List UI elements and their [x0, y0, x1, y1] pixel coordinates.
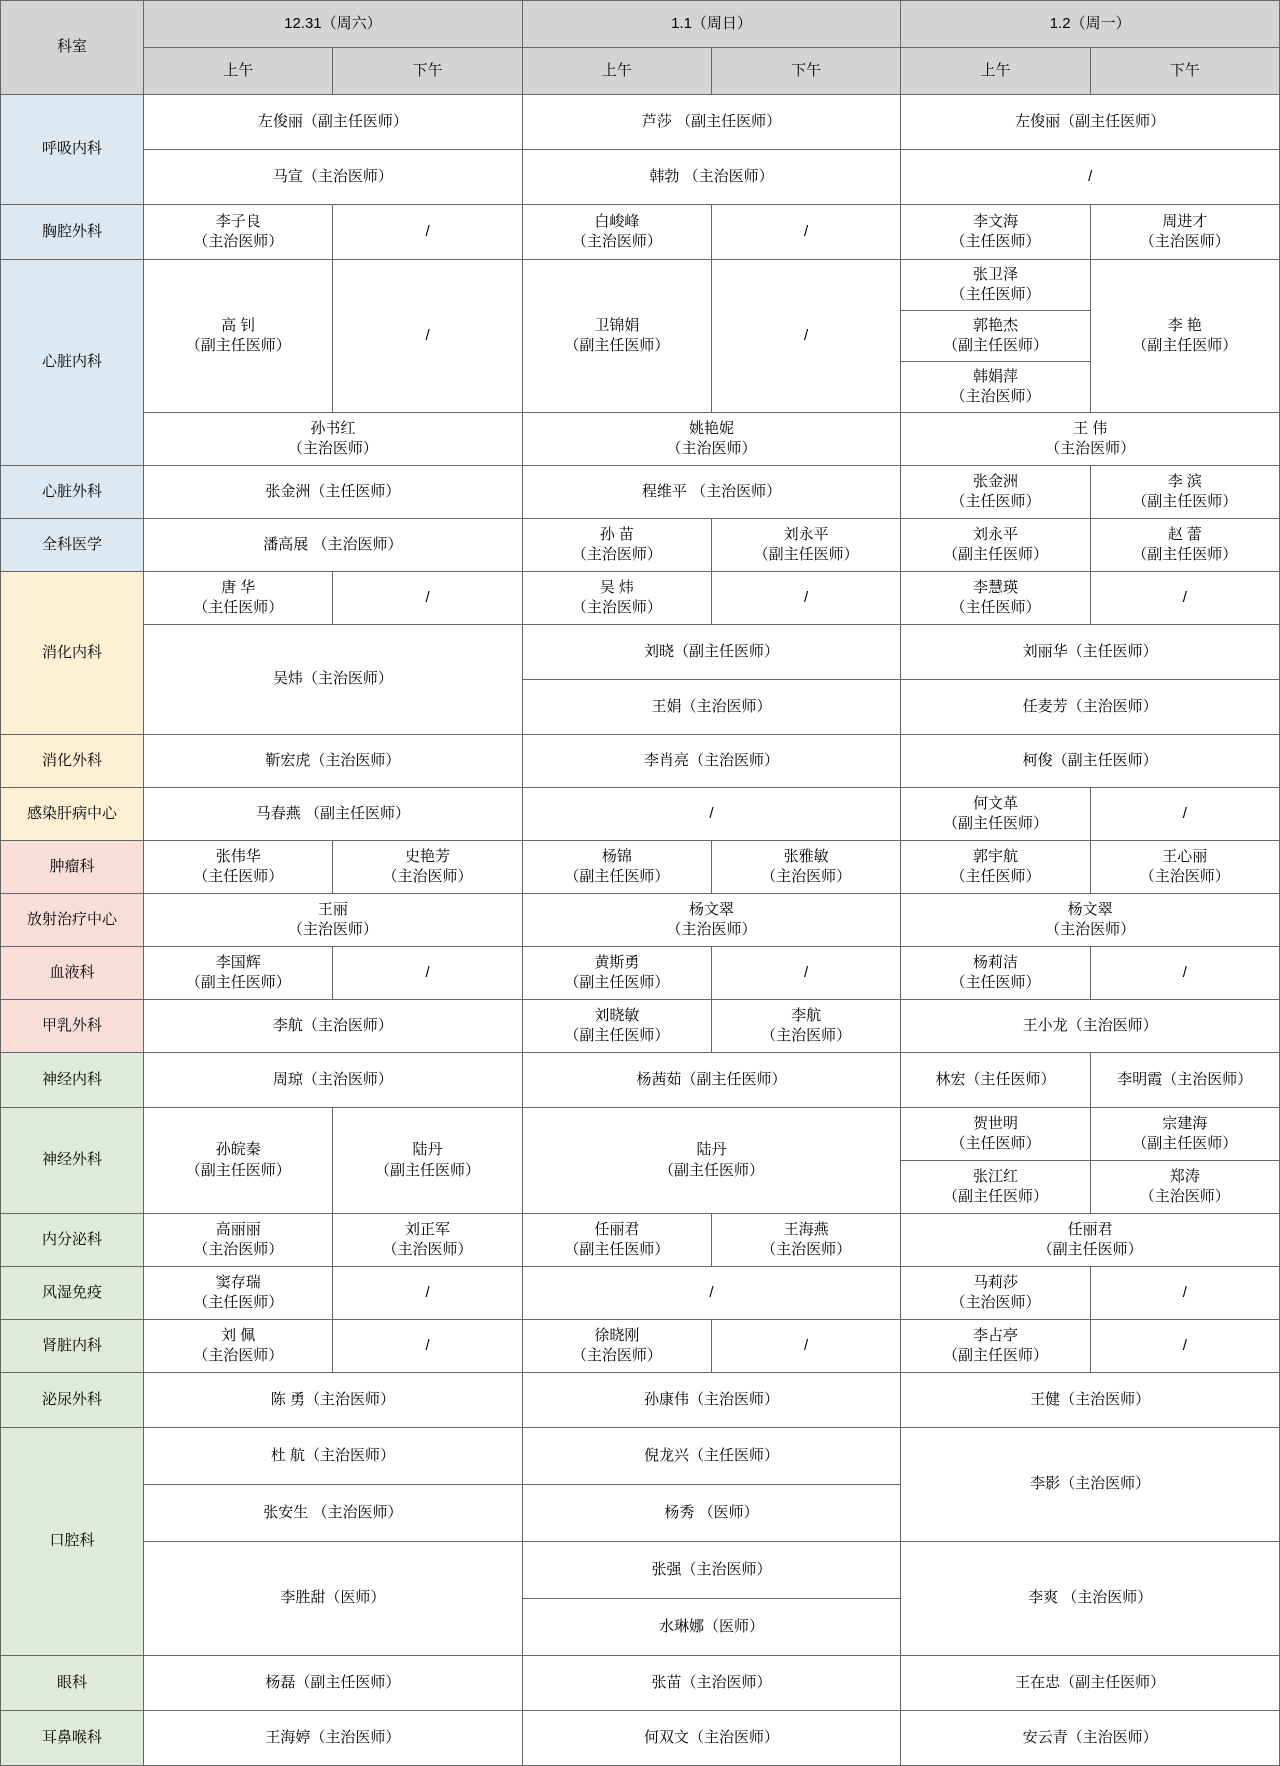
cell-nf-d1-pm: [711, 1214, 900, 1267]
cell-sjw-d0-am: [144, 1108, 333, 1214]
cell-qk-d2-pm: [1090, 519, 1279, 572]
dept-xueyeke: 血液科: [1, 947, 144, 1000]
cell-xz-d1-pm: /: [711, 260, 900, 413]
cell-sjw-d1: [522, 1108, 901, 1214]
cell-xy-d1-pm: /: [711, 947, 900, 1000]
doctor-title: （副主任医师）: [185, 337, 291, 354]
doctor-title: （主任医师）: [950, 974, 1041, 991]
dept-fangshezhiliaozhongxin: 放射治疗中心: [1, 894, 144, 947]
cell-xz-d2-am-2: [901, 311, 1090, 362]
cell-xh2-d1: 刘晓（副主任医师）: [522, 625, 901, 680]
dept-huxineike: 呼吸内科: [1, 95, 144, 205]
cell-kq-d1-3: 张强（主治医师）: [522, 1542, 901, 1599]
cell-jr-d1-am: [522, 1000, 711, 1053]
header-department: 科室: [1, 1, 144, 95]
cell-qk-d1-am: [522, 519, 711, 572]
doctor-name: 白峻峰: [594, 212, 640, 230]
doctor-name: 李子良: [215, 212, 261, 230]
doctor-name: 张江红: [972, 1167, 1018, 1185]
doctor-title: （副主任医师）: [658, 1161, 764, 1179]
doctor-title: （副主任医师）: [564, 1241, 670, 1258]
cell-xz2-d1: [522, 413, 901, 466]
cell-xz2-d0: [144, 413, 523, 466]
cell-mn-d2: 王健（主治医师）: [901, 1373, 1280, 1428]
cell-xz-d0-am: [144, 260, 333, 413]
doctor-title: （主任医师）: [193, 1294, 284, 1311]
cell-fs2-d0-pm: /: [333, 1267, 522, 1320]
doctor-name: 吴 炜: [599, 578, 634, 596]
doctor-title: （主治医师）: [950, 388, 1041, 405]
cell-gr-d0: 马春燕 （副主任医师）: [144, 788, 523, 841]
header-period-1-am: 上午: [522, 48, 711, 95]
header-period-1-pm: 下午: [711, 48, 900, 95]
dept-fengshimianyi: 风湿免疫: [1, 1267, 144, 1320]
doctor-title: （主治医师）: [761, 1241, 852, 1258]
cell-kq-d2-1: 李影（主治医师）: [901, 1428, 1280, 1542]
doctor-name: 李航: [791, 1006, 822, 1024]
cell-zl-d0-am: [144, 841, 333, 894]
cell-xh-d0-pm: /: [333, 572, 522, 625]
cell-eb-d2: 安云青（主治医师）: [901, 1711, 1280, 1766]
cell-xw-d2-am: [901, 466, 1090, 519]
header-period-0-am: 上午: [144, 48, 333, 95]
cell-xy-d0-am: [144, 947, 333, 1000]
cell-mn-d0: 陈 勇（主治医师）: [144, 1373, 523, 1428]
dept-xinzangwaike: 心脏外科: [1, 466, 144, 519]
doctor-title: （主任医师）: [950, 493, 1041, 510]
doctor-title: （主任医师）: [950, 286, 1041, 303]
cell-sj-d2-am: 林宏（主任医师）: [901, 1053, 1090, 1108]
doctor-title: （主任医师）: [950, 233, 1041, 250]
doctor-title: （主治医师）: [666, 921, 757, 938]
dept-shenzangneike: 肾脏内科: [1, 1320, 144, 1373]
doctor-title: （副主任医师）: [375, 1161, 481, 1179]
dept-xinzangneike: 心脏内科: [1, 260, 144, 466]
doctor-name: 刘晓敏: [594, 1006, 640, 1024]
doctor-title: （副主任医师）: [942, 337, 1048, 354]
cell-xy-d2-pm: /: [1090, 947, 1279, 1000]
cell-xhw-d0: 靳宏虎（主治医师）: [144, 735, 523, 788]
doctor-name: 卫锦娟: [594, 316, 640, 334]
doctor-title: （副主任医师）: [564, 1027, 670, 1044]
doctor-name: 赵 蕾: [1167, 525, 1202, 543]
cell-yk-d2: 王在忠（副主任医师）: [901, 1656, 1280, 1711]
cell-xh-d1-pm: /: [711, 572, 900, 625]
cell-xhw-d1: 李肖亮（主治医师）: [522, 735, 901, 788]
doctor-name: 刘永平: [972, 525, 1018, 543]
cell-mn-d1: 孙康伟（主治医师）: [522, 1373, 901, 1428]
doctor-title: （主治医师）: [193, 1241, 284, 1258]
cell-xw-d1: 程维平 （主治医师）: [522, 466, 901, 519]
cell-fs-d0: [144, 894, 523, 947]
doctor-title: （主任医师）: [193, 599, 284, 616]
cell-huxi2-d1: 韩勃 （主治医师）: [522, 150, 901, 205]
doctor-name: 郑涛: [1169, 1167, 1200, 1185]
cell-sjw-d2-pm-2: [1090, 1161, 1279, 1214]
cell-xz-d2-am-3: [901, 362, 1090, 413]
cell-sjw-d2-am-2: [901, 1161, 1090, 1214]
cell-eb-d1: 何双文（主治医师）: [522, 1711, 901, 1766]
doctor-title: （主治医师）: [382, 1241, 473, 1258]
cell-xy-d0-pm: /: [333, 947, 522, 1000]
doctor-title: （主任医师）: [193, 868, 284, 885]
doctor-title: （主治医师）: [761, 1027, 852, 1044]
doctor-name: 李 滨: [1167, 472, 1202, 490]
cell-xz-d2-am-1: [901, 260, 1090, 311]
doctor-title: （主治医师）: [1045, 440, 1136, 457]
doctor-name: 张卫泽: [972, 265, 1018, 283]
doctor-title: （副主任医师）: [942, 546, 1048, 563]
doctor-title: （主治医师）: [193, 233, 284, 250]
doctor-title: （副主任医师）: [753, 546, 859, 563]
doctor-title: （主治医师）: [1139, 868, 1230, 885]
cell-xh3-d2: 任麦芳（主治医师）: [901, 680, 1280, 735]
cell-fs-d2: [901, 894, 1280, 947]
cell-xh3-d1: 王娟（主治医师）: [522, 680, 901, 735]
cell-sj-d2-pm: 李明霞（主治医师）: [1090, 1053, 1279, 1108]
cell-jr-d1-pm: [711, 1000, 900, 1053]
doctor-name: 史艳芳: [405, 847, 451, 865]
doctor-name: 孙 苗: [599, 525, 634, 543]
doctor-title: （主治医师）: [287, 921, 378, 938]
doctor-title: （副主任医师）: [1132, 337, 1238, 354]
cell-nf-d0-pm: [333, 1214, 522, 1267]
cell-fs2-d2-am: [901, 1267, 1090, 1320]
dept-shenjingneike: 神经内科: [1, 1053, 144, 1108]
cell-sjw-d2-pm-1: [1090, 1108, 1279, 1161]
dept-kouqiangke: 口腔科: [1, 1428, 144, 1656]
doctor-name: 任丽君: [1067, 1220, 1113, 1238]
dept-yanke: 眼科: [1, 1656, 144, 1711]
doctor-name: 刘永平: [783, 525, 829, 543]
cell-xq-d2-am: [901, 205, 1090, 260]
cell-xz-d0-pm: /: [333, 260, 522, 413]
cell-kq-d1-4: 水琳娜（医师）: [522, 1599, 901, 1656]
doctor-title: （副主任医师）: [1132, 493, 1238, 510]
doctor-title: （副主任医师）: [564, 337, 670, 354]
cell-huxi-d2: 左俊丽（副主任医师）: [901, 95, 1280, 150]
doctor-name: 李慧瑛: [972, 578, 1018, 596]
doctor-title: （主治医师）: [571, 233, 662, 250]
doctor-name: 王 伟: [1073, 419, 1108, 437]
cell-sz-d2-pm: /: [1090, 1320, 1279, 1373]
cell-jr-d0: 李航（主治医师）: [144, 1000, 523, 1053]
doctor-name: 孙书红: [310, 419, 356, 437]
dept-shenjingwaike: 神经外科: [1, 1108, 144, 1214]
doctor-title: （主治医师）: [193, 1347, 284, 1364]
cell-xz-d2-pm: [1090, 260, 1279, 413]
doctor-title: （副主任医师）: [1132, 1135, 1238, 1152]
doctor-name: 高丽丽: [215, 1220, 261, 1238]
dept-zhongliuke: 肿瘤科: [1, 841, 144, 894]
cell-xq-d1-pm: /: [711, 205, 900, 260]
cell-kq-d1-1: 倪龙兴（主任医师）: [522, 1428, 901, 1485]
cell-xw-d2-pm: [1090, 466, 1279, 519]
cell-huxi-d1: 芦莎 （副主任医师）: [522, 95, 901, 150]
cell-xy-d2-am: [901, 947, 1090, 1000]
cell-qk-d1-pm: [711, 519, 900, 572]
cell-xhw-d2: 柯俊（副主任医师）: [901, 735, 1280, 788]
doctor-title: （主治医师）: [666, 440, 757, 457]
doctor-name: 贺世明: [972, 1114, 1018, 1132]
doctor-name: 任丽君: [594, 1220, 640, 1238]
doctor-name: 郭艳杰: [972, 316, 1018, 334]
doctor-name: 窦存瑞: [215, 1273, 261, 1291]
cell-kq-d1-2: 杨秀 （医师）: [522, 1485, 901, 1542]
doctor-name: 马莉莎: [972, 1273, 1018, 1291]
cell-xq-d1-am: [522, 205, 711, 260]
doctor-title: （主治医师）: [571, 1347, 662, 1364]
cell-xw-d0: 张金洲（主任医师）: [144, 466, 523, 519]
dept-xiaohuawaike: 消化外科: [1, 735, 144, 788]
doctor-name: 刘正军: [405, 1220, 451, 1238]
doctor-name: 杨文翠: [688, 900, 734, 918]
doctor-name: 孙皖秦: [215, 1141, 261, 1159]
doctor-name: 何文革: [972, 794, 1018, 812]
cell-xh2-d2: 刘丽华（主任医师）: [901, 625, 1280, 680]
doctor-title: （主治医师）: [1139, 233, 1230, 250]
doctor-title: （副主任医师）: [1037, 1241, 1143, 1258]
doctor-title: （主治医师）: [1045, 921, 1136, 938]
doctor-title: （副主任医师）: [942, 1188, 1048, 1205]
doctor-name: 陆丹: [696, 1141, 727, 1159]
doctor-name: 黄斯勇: [594, 953, 640, 971]
doctor-name: 杨文翠: [1067, 900, 1113, 918]
cell-zl-d2-pm: [1090, 841, 1279, 894]
doctor-name: 刘 佩: [221, 1326, 256, 1344]
cell-xz-d1-am: [522, 260, 711, 413]
doctor-name: 李 艳: [1167, 316, 1202, 334]
dept-xiaohuaneike: 消化内科: [1, 572, 144, 735]
doctor-title: （主治医师）: [1139, 1188, 1230, 1205]
doctor-title: （副主任医师）: [185, 1161, 291, 1179]
doctor-title: （主治医师）: [761, 868, 852, 885]
cell-xq-d2-pm: [1090, 205, 1279, 260]
doctor-title: （副主任医师）: [564, 868, 670, 885]
doctor-name: 王丽: [317, 900, 348, 918]
cell-sj-d0: 周琼（主治医师）: [144, 1053, 523, 1108]
cell-gr-d1: /: [522, 788, 901, 841]
header-period-2-pm: 下午: [1090, 48, 1279, 95]
cell-xy-d1-am: [522, 947, 711, 1000]
cell-kq-d2-2: 李爽 （主治医师）: [901, 1542, 1280, 1656]
doctor-name: 杨莉洁: [972, 953, 1018, 971]
cell-zl-d1-pm: [711, 841, 900, 894]
doctor-name: 唐 华: [221, 578, 256, 596]
cell-xh2-d0: 吴炜（主治医师）: [144, 625, 523, 735]
header-day-0: 12.31（周六）: [144, 1, 523, 48]
doctor-name: 张金洲: [972, 472, 1018, 490]
cell-zl-d0-pm: [333, 841, 522, 894]
cell-kq-d0-3: 李胜甜（医师）: [144, 1542, 523, 1656]
cell-qk-d2-am: [901, 519, 1090, 572]
header-day-1: 1.1（周日）: [522, 1, 901, 48]
dept-quankeyixue: 全科医学: [1, 519, 144, 572]
cell-fs2-d2-pm: /: [1090, 1267, 1279, 1320]
doctor-name: 宗建海: [1162, 1114, 1208, 1132]
cell-zl-d1-am: [522, 841, 711, 894]
doctor-name: 李文海: [972, 212, 1018, 230]
cell-kq-d0-2: 张安生 （主治医师）: [144, 1485, 523, 1542]
cell-zl-d2-am: [901, 841, 1090, 894]
cell-jr-d2: 王小龙（主治医师）: [901, 1000, 1280, 1053]
doctor-name: 韩娟萍: [972, 367, 1018, 385]
cell-yk-d0: 杨磊（副主任医师）: [144, 1656, 523, 1711]
dept-xiongqiangwaike: 胸腔外科: [1, 205, 144, 260]
doctor-title: （主任医师）: [950, 599, 1041, 616]
cell-qk-d0: 潘高展 （主治医师）: [144, 519, 523, 572]
doctor-name: 高 钊: [221, 316, 256, 334]
doctor-name: 张伟华: [215, 847, 261, 865]
cell-xh-d1-am: [522, 572, 711, 625]
cell-gr-d2-am: [901, 788, 1090, 841]
doctor-title: （副主任医师）: [185, 974, 291, 991]
cell-huxi-d0: 左俊丽（副主任医师）: [144, 95, 523, 150]
doctor-name: 张雅敏: [783, 847, 829, 865]
dept-miniaowaike: 泌尿外科: [1, 1373, 144, 1428]
cell-xh-d0-am: [144, 572, 333, 625]
cell-xq-d0-pm: /: [333, 205, 522, 260]
doctor-name: 李占亭: [972, 1326, 1018, 1344]
doctor-name: 郭宇航: [972, 847, 1018, 865]
header-period-0-pm: 下午: [333, 48, 522, 95]
doctor-name: 徐晓刚: [594, 1326, 640, 1344]
cell-gr-d2-pm: /: [1090, 788, 1279, 841]
cell-sz-d2-am: [901, 1320, 1090, 1373]
cell-fs2-d0-am: [144, 1267, 333, 1320]
doctor-name: 姚艳妮: [688, 419, 734, 437]
doctor-title: （主治医师）: [950, 1294, 1041, 1311]
cell-sjw-d2-am-1: [901, 1108, 1090, 1161]
cell-xh-d2-pm: /: [1090, 572, 1279, 625]
doctor-title: （主治医师）: [287, 440, 378, 457]
cell-fs2-d1: /: [522, 1267, 901, 1320]
dept-erbihouke: 耳鼻喉科: [1, 1711, 144, 1766]
cell-xq-d0-am: [144, 205, 333, 260]
doctor-title: （主治医师）: [382, 868, 473, 885]
doctor-name: 杨锦: [601, 847, 632, 865]
doctor-name: 李国辉: [215, 953, 261, 971]
cell-kq-d0-1: 杜 航（主治医师）: [144, 1428, 523, 1485]
header-day-2: 1.2（周一）: [901, 1, 1280, 48]
dept-jiaruwaike: 甲乳外科: [1, 1000, 144, 1053]
cell-yk-d1: 张苗（主治医师）: [522, 1656, 901, 1711]
cell-huxi2-d2: /: [901, 150, 1280, 205]
cell-xh-d2-am: [901, 572, 1090, 625]
doctor-name: 王海燕: [783, 1220, 829, 1238]
doctor-name: 王心丽: [1162, 847, 1208, 865]
doctor-title: （副主任医师）: [942, 1347, 1048, 1364]
cell-xz2-d2: [901, 413, 1280, 466]
doctor-title: （主治医师）: [571, 599, 662, 616]
cell-sz-d0-am: [144, 1320, 333, 1373]
cell-nf-d2: [901, 1214, 1280, 1267]
cell-sz-d0-pm: /: [333, 1320, 522, 1373]
cell-sz-d1-pm: /: [711, 1320, 900, 1373]
cell-sjw-d0-pm: [333, 1108, 522, 1214]
dept-ganranganbingzhongxin: 感染肝病中心: [1, 788, 144, 841]
cell-eb-d0: 王海婷（主治医师）: [144, 1711, 523, 1766]
doctor-name: 陆丹: [412, 1141, 443, 1159]
cell-nf-d0-am: [144, 1214, 333, 1267]
cell-sz-d1-am: [522, 1320, 711, 1373]
cell-fs-d1: [522, 894, 901, 947]
doctor-title: （副主任医师）: [942, 815, 1048, 832]
doctor-title: （副主任医师）: [1132, 546, 1238, 563]
cell-nf-d1-am: [522, 1214, 711, 1267]
doctor-title: （主任医师）: [950, 868, 1041, 885]
doctor-title: （主任医师）: [950, 1135, 1041, 1152]
cell-sj-d1: 杨茜茹（副主任医师）: [522, 1053, 901, 1108]
doctor-title: （副主任医师）: [564, 974, 670, 991]
doctor-title: （主治医师）: [571, 546, 662, 563]
doctor-name: 周进才: [1162, 212, 1208, 230]
cell-huxi2-d0: 马宣（主治医师）: [144, 150, 523, 205]
header-period-2-am: 上午: [901, 48, 1090, 95]
dept-neifenmike: 内分泌科: [1, 1214, 144, 1267]
